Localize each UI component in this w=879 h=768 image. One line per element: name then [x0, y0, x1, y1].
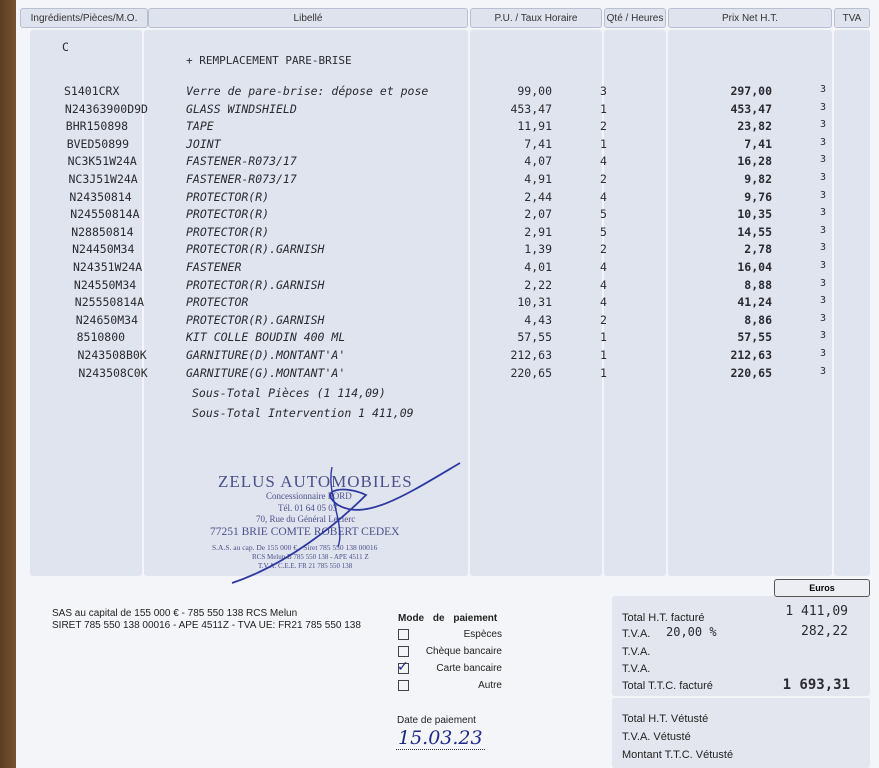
item-unit-price: 4,07 [524, 154, 552, 169]
item-quantity: 5 [600, 207, 607, 222]
item-label: FASTENER-R073/17 [186, 172, 297, 186]
stamp-line5: S.A.S. au cap. De 155 000 € - Siret 785 550 138 00016 [212, 543, 378, 552]
item-ref: N25550814A [74, 295, 145, 310]
header-ingredients [20, 8, 148, 28]
item-quantity: 4 [600, 154, 607, 169]
item-unit-price: 4,43 [524, 312, 552, 327]
section-title: + REMPLACEMENT PARE-BRISE [186, 54, 352, 67]
item-tva-code: 3 [820, 101, 827, 113]
item-label: PROTECTOR(R) [186, 207, 270, 222]
tva-label: T.V.A. [622, 628, 651, 640]
item-ref: S1401CRX [64, 84, 120, 98]
item-net-price: 14,55 [737, 224, 772, 239]
item-quantity: 2 [600, 242, 607, 257]
item-net-price: 297,00 [730, 84, 772, 98]
item-net-price: 9,82 [744, 172, 772, 186]
currency-badge [774, 579, 870, 597]
item-label: KIT COLLE BOUDIN 400 ML [186, 330, 346, 345]
stamp-name: ZELUS AUTOMOBILES [218, 472, 413, 491]
item-tva-code: 3 [820, 312, 827, 324]
signature-scribble [226, 455, 466, 590]
item-quantity: 1 [600, 136, 607, 151]
header-ingredients-label: Ingrédients/Pièces/M.O. [30, 12, 138, 24]
item-ref: N24351W24A [73, 260, 143, 274]
item-tva-code: 3 [820, 295, 827, 307]
item-ref: NC3J51W24A [68, 172, 138, 186]
item-tva-code: 3 [820, 189, 827, 201]
stamp-line2: Tél. 01 64 05 03 [278, 503, 338, 513]
item-tva-code: 3 [820, 260, 827, 271]
total-ttc-label: Total T.T.C. facturé [622, 680, 713, 692]
item-tva-code: 3 [820, 172, 827, 183]
item-label: TAPE [186, 119, 214, 134]
item-tva-code: 3 [820, 119, 827, 131]
item-label: PROTECTOR(R).GARNISH [186, 312, 325, 327]
item-label: GARNITURE(G).MONTANT'A' [186, 365, 346, 380]
item-unit-price: 11,91 [517, 119, 552, 134]
column-bg-tva [834, 30, 870, 576]
vetuste-ttc-label: Montant T.T.C. Vétusté [622, 749, 734, 761]
total-ht-label: Total H.T. facturé [622, 612, 705, 624]
item-tva-code: 3 [820, 154, 827, 166]
header-prix [668, 8, 832, 28]
item-label: PROTECTOR(R).GARNISH [186, 242, 325, 257]
payment-option-label: Chèque bancaire [425, 646, 502, 657]
item-unit-price: 220,65 [510, 365, 552, 380]
stamp-line4: 77251 BRIE COMTE ROBERT CEDEX [210, 526, 400, 538]
item-ref: N24350814 [69, 189, 132, 204]
item-quantity: 5 [600, 224, 607, 239]
item-unit-price: 4,01 [524, 260, 552, 274]
item-ref: N243508B0K [77, 348, 147, 362]
header-tva [834, 8, 870, 28]
item-quantity: 3 [600, 84, 607, 98]
vetuste-ht-label: Total H.T. Vétusté [622, 713, 709, 725]
item-tva-code: 3 [820, 242, 827, 254]
item-unit-price: 2,91 [524, 224, 552, 239]
item-net-price: 10,35 [737, 207, 772, 222]
header-qte [604, 8, 666, 28]
stamp-line3: 70, Rue du Général Leclerc [256, 514, 356, 524]
item-net-price: 212,63 [730, 348, 772, 362]
item-net-price: 2,78 [744, 242, 772, 257]
header-qte-label: Qté / Heures [606, 12, 664, 24]
item-tva-code: 3 [820, 136, 827, 148]
item-ref: BVED50899 [66, 136, 129, 151]
item-label: FASTENER [186, 260, 242, 274]
item-net-price: 8,88 [744, 277, 772, 292]
item-unit-price: 57,55 [517, 330, 552, 345]
item-unit-price: 1,39 [524, 242, 552, 257]
item-net-price: 23,82 [737, 119, 772, 134]
item-ref: N24450M34 [72, 242, 135, 257]
header-pu [470, 8, 602, 28]
item-tva-code: 3 [820, 224, 827, 236]
tva2-label: T.V.A. [622, 646, 651, 658]
item-quantity: 1 [600, 348, 607, 362]
tva-rate: 20,00 % [666, 625, 717, 639]
column-bg-qte [604, 30, 666, 576]
item-tva-code: 3 [820, 365, 827, 377]
item-unit-price: 2,22 [524, 277, 552, 292]
total-ttc-value: 1 693,31 [782, 677, 850, 693]
item-unit-price: 2,44 [524, 189, 552, 204]
item-tva-code: 3 [820, 330, 827, 342]
item-ref: N24650M34 [75, 312, 138, 327]
item-tva-code: 3 [820, 348, 827, 359]
item-ref: N243508C0K [78, 365, 148, 380]
item-label: Verre de pare-brise: dépose et pose [186, 84, 429, 98]
item-ref: NC3K51W24A [67, 154, 137, 169]
tva3-label: T.V.A. [622, 663, 651, 675]
total-ht-value: 1 411,09 [785, 604, 848, 619]
item-quantity: 2 [600, 119, 607, 134]
item-unit-price: 10,31 [517, 295, 552, 310]
payment-title: Mode de paiement [398, 613, 498, 624]
item-unit-price: 7,41 [524, 136, 552, 151]
item-label: GLASS WINDSHIELD [186, 101, 297, 116]
company-line2: SIRET 785 550 138 00016 - APE 4511Z - TVA UE: FR21 785 550 138 [52, 620, 361, 631]
subtotal-pieces: Sous-Total Pièces (1 114,09) [192, 386, 386, 400]
item-label: PROTECTOR [186, 295, 249, 310]
header-libelle-label: Libellé [293, 12, 323, 24]
item-ref: N28850814 [71, 224, 134, 239]
company-line1: SAS au capital de 155 000 € - 785 550 138 RCS Melun [52, 608, 298, 619]
subtotal-intervention: Sous-Total Intervention 1 411,09 [192, 406, 414, 420]
item-net-price: 16,04 [737, 260, 772, 274]
item-label: PROTECTOR(R).GARNISH [186, 277, 325, 292]
item-label: PROTECTOR(R) [186, 189, 270, 204]
item-tva-code: 3 [820, 277, 827, 289]
item-label: FASTENER-R073/17 [186, 154, 297, 169]
header-pu-label: P.U. / Taux Horaire [494, 12, 578, 24]
item-net-price: 9,76 [744, 189, 772, 204]
item-quantity: 4 [600, 295, 607, 310]
item-net-price: 7,41 [744, 136, 772, 151]
check-mark-icon: ✓ [397, 658, 409, 674]
item-unit-price: 2,07 [524, 207, 552, 222]
invoice-sheet [16, 0, 879, 768]
item-unit-price: 212,63 [510, 348, 552, 362]
item-net-price: 16,28 [737, 154, 772, 169]
item-quantity: 1 [600, 330, 607, 345]
item-ref: BHR150898 [65, 119, 129, 134]
payment-option-label: Carte bancaire [436, 663, 502, 674]
vetuste-tva-label: T.V.A. Vétusté [622, 731, 691, 743]
item-net-price: 41,24 [737, 295, 772, 310]
payment-date-value: 15.03.23 [398, 727, 483, 749]
item-ref: N24550M34 [73, 277, 137, 292]
item-unit-price: 99,00 [517, 84, 552, 98]
item-tva-code: 3 [820, 207, 827, 219]
payment-date-label: Date de paiement [397, 715, 476, 726]
header-tva-label: TVA [842, 12, 862, 24]
item-ref: N24363900D9D [64, 101, 148, 116]
item-ref: 8510800 [76, 330, 126, 345]
currency-label: Euros [809, 583, 835, 593]
item-unit-price: 453,47 [510, 101, 552, 116]
stamp-line7: T.V.A. C.E.E. FR 21 785 550 138 [258, 562, 353, 570]
item-quantity: 4 [600, 277, 607, 292]
item-quantity: 2 [600, 172, 607, 186]
item-ref: N24550814A [70, 207, 140, 222]
item-label: PROTECTOR(R) [186, 224, 270, 239]
section-code: C [62, 40, 69, 54]
item-label: JOINT [186, 136, 221, 151]
item-quantity: 4 [600, 260, 607, 274]
stamp-line1: Concessionnaire FORD [266, 491, 352, 501]
payment-option-label: Espèces [463, 629, 502, 640]
item-quantity: 4 [600, 189, 607, 204]
item-unit-price: 4,91 [524, 172, 552, 186]
item-label: GARNITURE(D).MONTANT'A' [186, 348, 346, 362]
payment-option-label: Autre [478, 680, 502, 691]
header-libelle [148, 8, 468, 28]
item-quantity: 1 [600, 365, 607, 380]
item-tva-code: 3 [820, 84, 827, 95]
item-net-price: 220,65 [730, 365, 772, 380]
tva-value: 282,22 [801, 624, 848, 639]
item-net-price: 8,86 [744, 312, 772, 327]
item-quantity: 2 [600, 312, 607, 327]
item-quantity: 1 [600, 101, 607, 116]
stamp-line6: RCS Melun B 785 550 138 - APE 4511 Z [252, 553, 369, 561]
item-net-price: 453,47 [730, 101, 772, 116]
item-net-price: 57,55 [737, 330, 772, 345]
header-prix-label: Prix Net H.T. [721, 12, 779, 24]
